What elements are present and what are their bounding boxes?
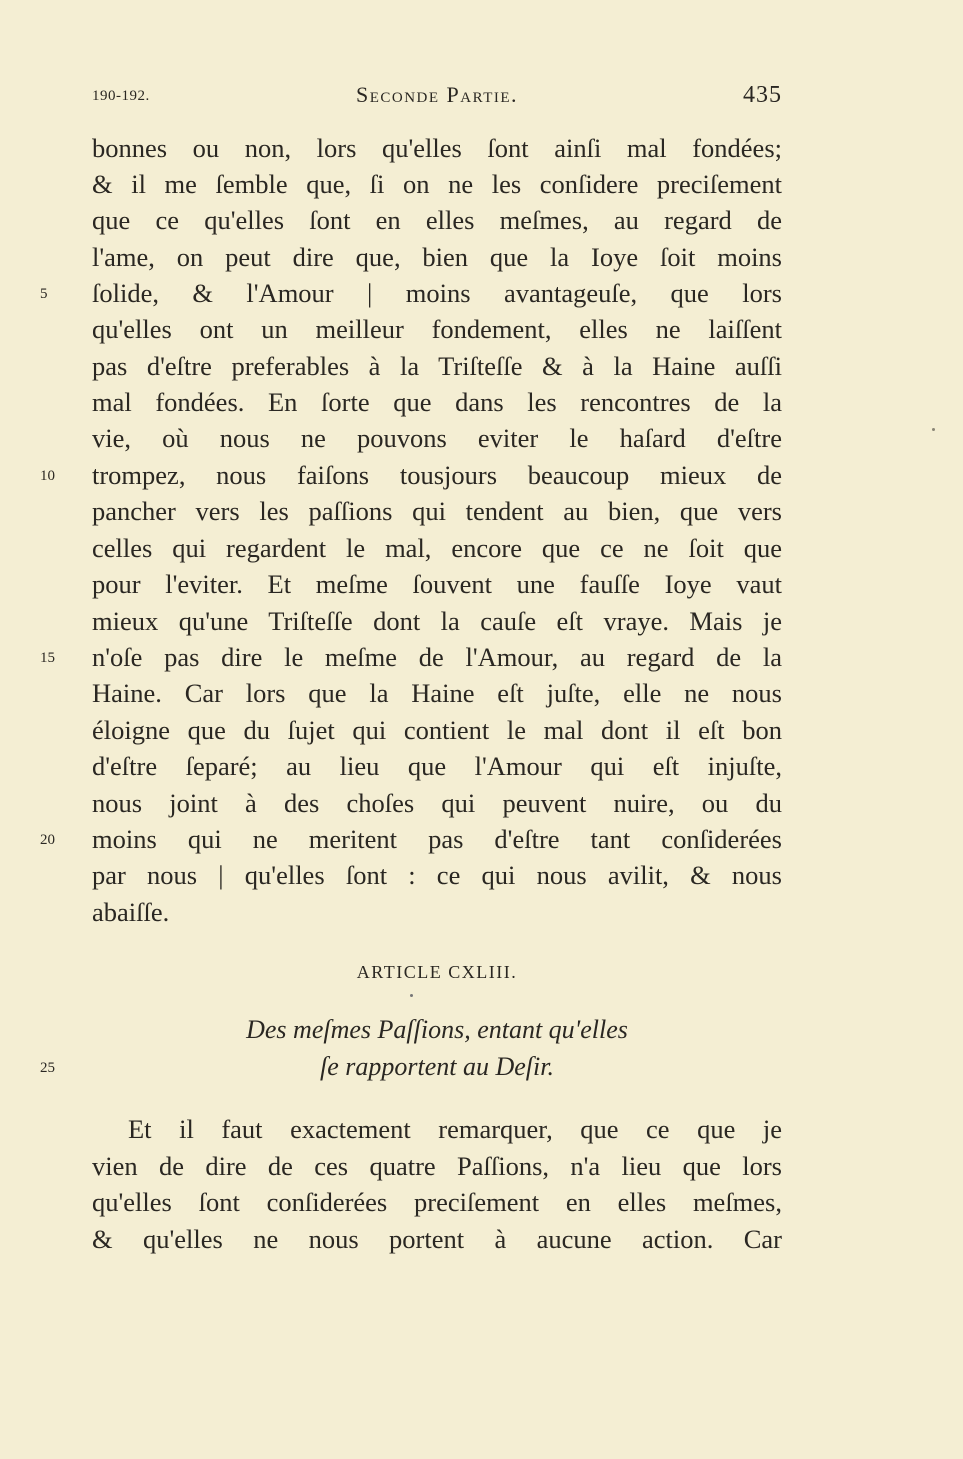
running-head: [92, 82, 782, 116]
text-line: nous joint à des choſes qui peuvent nuire, ou du: [92, 788, 782, 818]
text-line: pancher vers les paſſions qui tendent au bien, que vers: [92, 496, 782, 526]
text-line: & il me ſemble que, ſi on ne les conſidere preciſement: [92, 169, 782, 199]
paper-speck: [932, 428, 935, 431]
text-line: mieux qu'une Triſteſſe dont la cauſe eſt vraye. Mais je: [92, 606, 782, 636]
section-numbers: 190-192.: [92, 88, 150, 104]
line-number: 20: [40, 832, 55, 848]
text-line: moins qui ne meritent pas d'eſtre tant conſiderées: [92, 824, 782, 854]
text-line: pas d'eſtre preferables à la Triſteſſe & à la Haine auſſi: [92, 351, 782, 381]
text-line: & qu'elles ne nous portent à aucune action. Car: [92, 1224, 782, 1254]
text-line: n'oſe pas dire le meſme de l'Amour, au regard de la: [92, 642, 782, 672]
text-line: ſolide, & l'Amour | moins avantageuſe, que lors: [92, 278, 782, 308]
text-line: bonnes ou non, lors qu'elles ſont ainſi mal fondées;: [92, 133, 782, 163]
ink-dot: [410, 994, 413, 997]
text-line: abaiſſe.: [92, 897, 170, 927]
text-line: qu'elles ont un meilleur fondement, elles ne laiſſent: [92, 314, 782, 344]
article-title-line: ſe rapportent au Deſir.: [320, 1052, 554, 1081]
text-line: mal fondées. En ſorte que dans les rencontres de la: [92, 387, 782, 417]
article-heading: ARTICLE CXLIII.: [356, 962, 518, 982]
line-number: 15: [40, 650, 55, 666]
text-line: Haine. Car lors que la Haine eſt juſte, elle ne nous: [92, 678, 782, 708]
text-line: celles qui regardent le mal, encore que ce ne ſoit que: [92, 533, 782, 563]
line-number: 5: [40, 286, 48, 302]
line-number: 10: [40, 468, 55, 484]
text-line: Et il faut exactement remarquer, que ce que je: [128, 1114, 782, 1144]
page-number: 435: [743, 82, 782, 108]
line-number: 25: [40, 1060, 55, 1076]
text-line: que ce qu'elles ſont en elles meſmes, au regard de: [92, 205, 782, 235]
article-title-line: Des meſmes Paſſions, entant qu'elles: [246, 1015, 628, 1044]
part-title: Seconde Partie.: [355, 82, 519, 107]
text-line: qu'elles ſont conſiderées preciſement en elles meſmes,: [92, 1187, 782, 1217]
text-line: vien de dire de ces quatre Paſſions, n'a lieu que lors: [92, 1151, 782, 1181]
text-line: vie, où nous ne pouvons eviter le haſard d'eſtre: [92, 423, 782, 453]
text-line: l'ame, on peut dire que, bien que la Ioye ſoit moins: [92, 242, 782, 272]
text-line: pour l'eviter. Et meſme ſouvent une fauſſe Ioye vaut: [92, 569, 782, 599]
text-line: par nous | qu'elles ſont : ce qui nous avilit, & nous: [92, 860, 782, 890]
text-line: éloigne que du ſujet qui contient le mal dont il eſt bon: [92, 715, 782, 745]
text-line: trompez, nous faiſons tousjours beaucoup mieux de: [92, 460, 782, 490]
text-line: d'eſtre ſeparé; au lieu que l'Amour qui eſt injuſte,: [92, 751, 782, 781]
